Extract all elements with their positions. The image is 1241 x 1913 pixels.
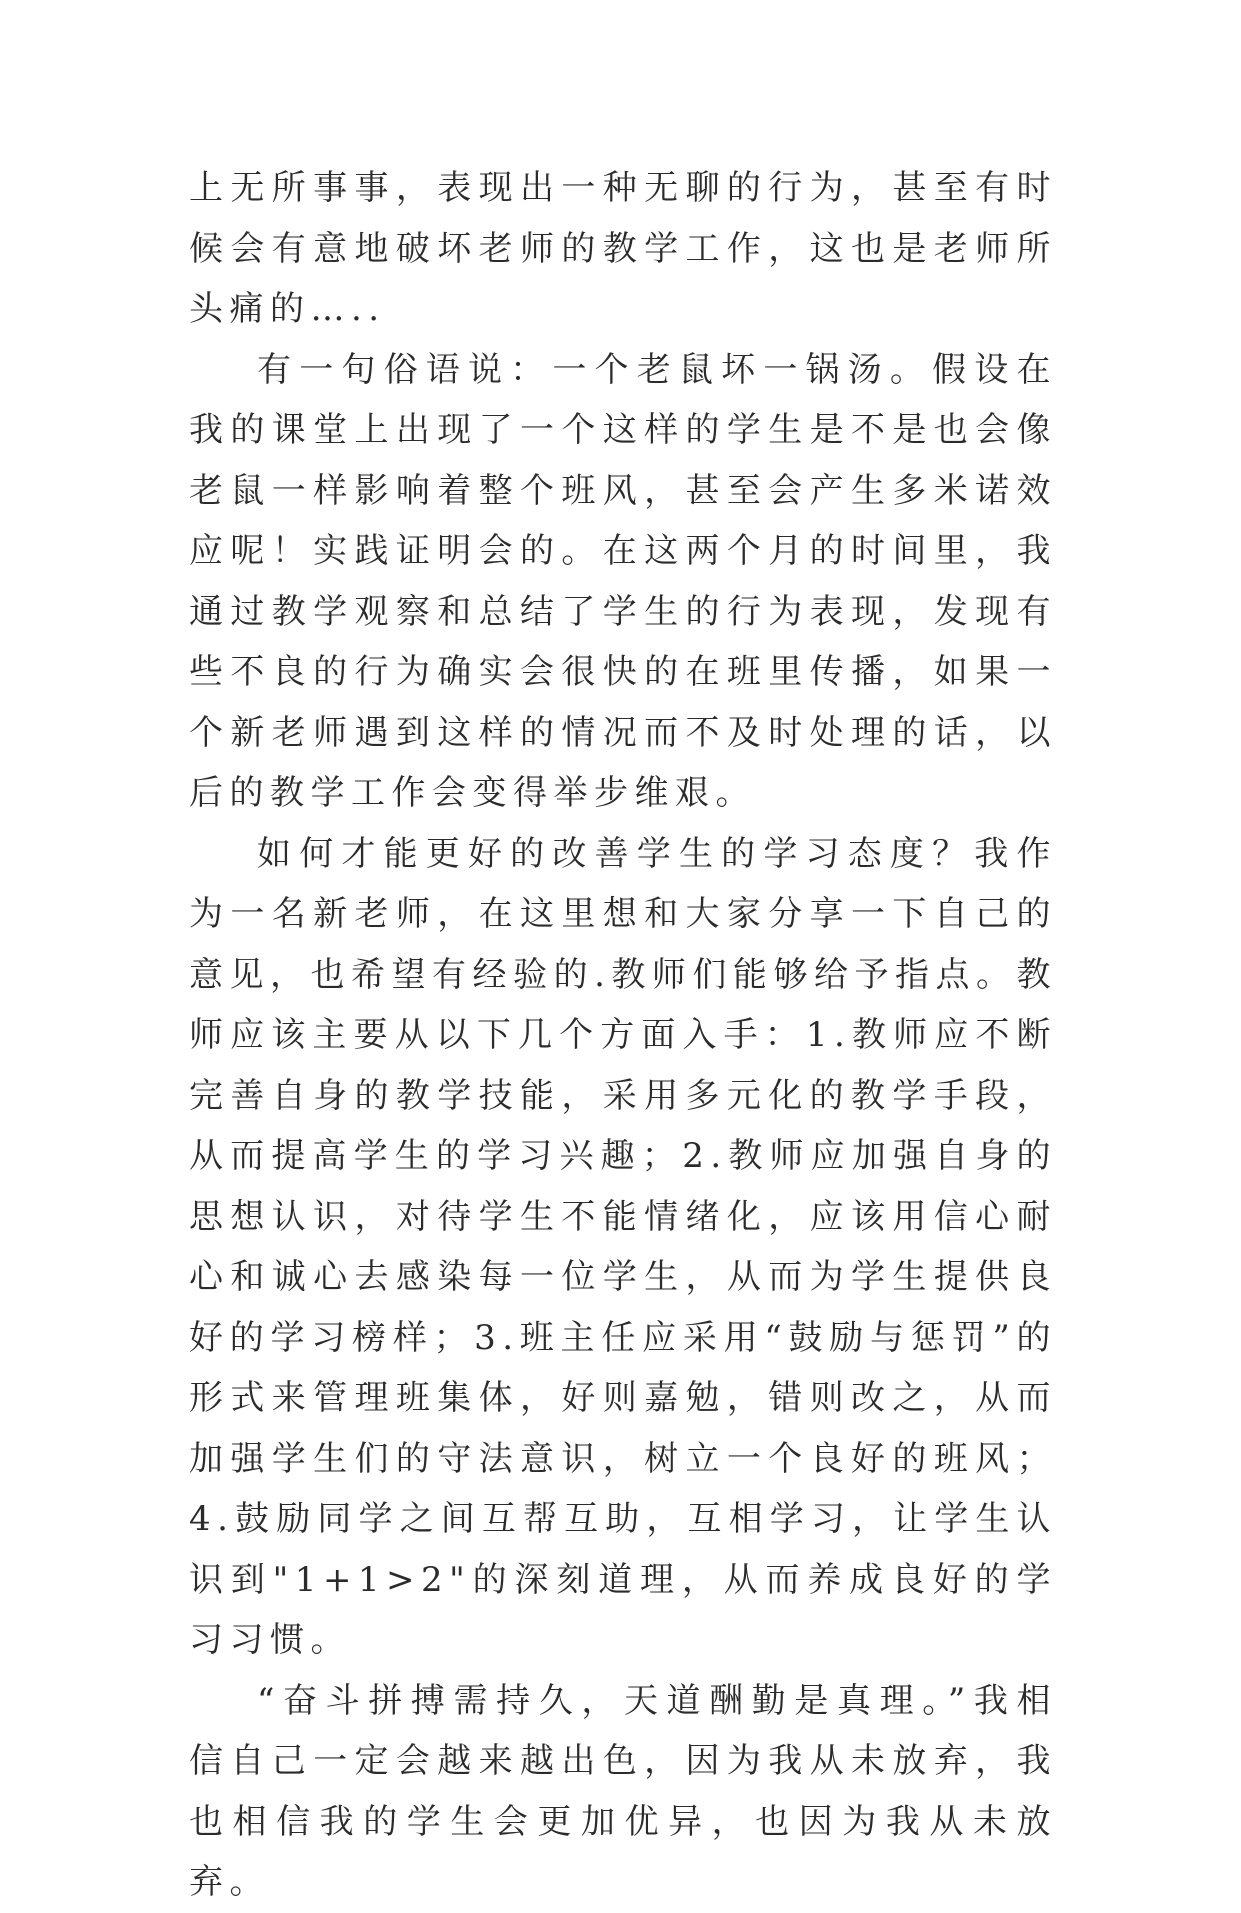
paragraph-2: 有一句俗语说：一个老鼠坏一锅汤。假设在我的课堂上出现了一个这样的学生是不是也会像老鼠一样影响着整个班风，甚至会产生多米诺效应呢！实践证明会的。在这两个月的时间里，我通过教学观察和总结了学生的行为表现，发现有些不良的行为确实会很快的在班里传播，如果一个新老师遇到这样的情况而不及时处理的话，以后的教学工作会变得举步维艰。 (189, 349, 1057, 813)
document-body (189, 158, 1057, 1913)
paragraph-4: “奋斗拼搏需持久，天道酬勤是真理。”我相信自己一定会越来越出色，因为我从未放弃，我也相信我的学生会更加优异，也因为我从未放弃。 (189, 1680, 1057, 1902)
paragraph-3: 如何才能更好的改善学生的学习态度？我作为一名新老师，在这里想和大家分享一下自己的意见，也希望有经验的.教师们能够给予指点。教师应该主要从以下几个方面入手：1.教师应不断完善自身的教学技能，采用多元化的教学手段，从而提高学生的学习兴趣；2.教师应加强自身的思想认识，对待学生不能情绪化，应该用信心耐心和诚心去感染每一位学生，从而为学生提供良好的学习榜样；3.班主任应采用“鼓励与惩罚”的形式来管理班集体，好则嘉勉，错则改之，从而加强学生们的守法意识，树立一个良好的班风；4.鼓励同学之间互帮互助，互相学习，让学生认识到"1+1>2"的深刻道理，从而养成良好的学习习惯。 (189, 833, 1057, 1660)
paragraph-1: 上无所事事，表现出一种无聊的行为，甚至有时候会有意地破坏老师的教学工作，这也是老师所头痛的….. (189, 168, 1057, 329)
